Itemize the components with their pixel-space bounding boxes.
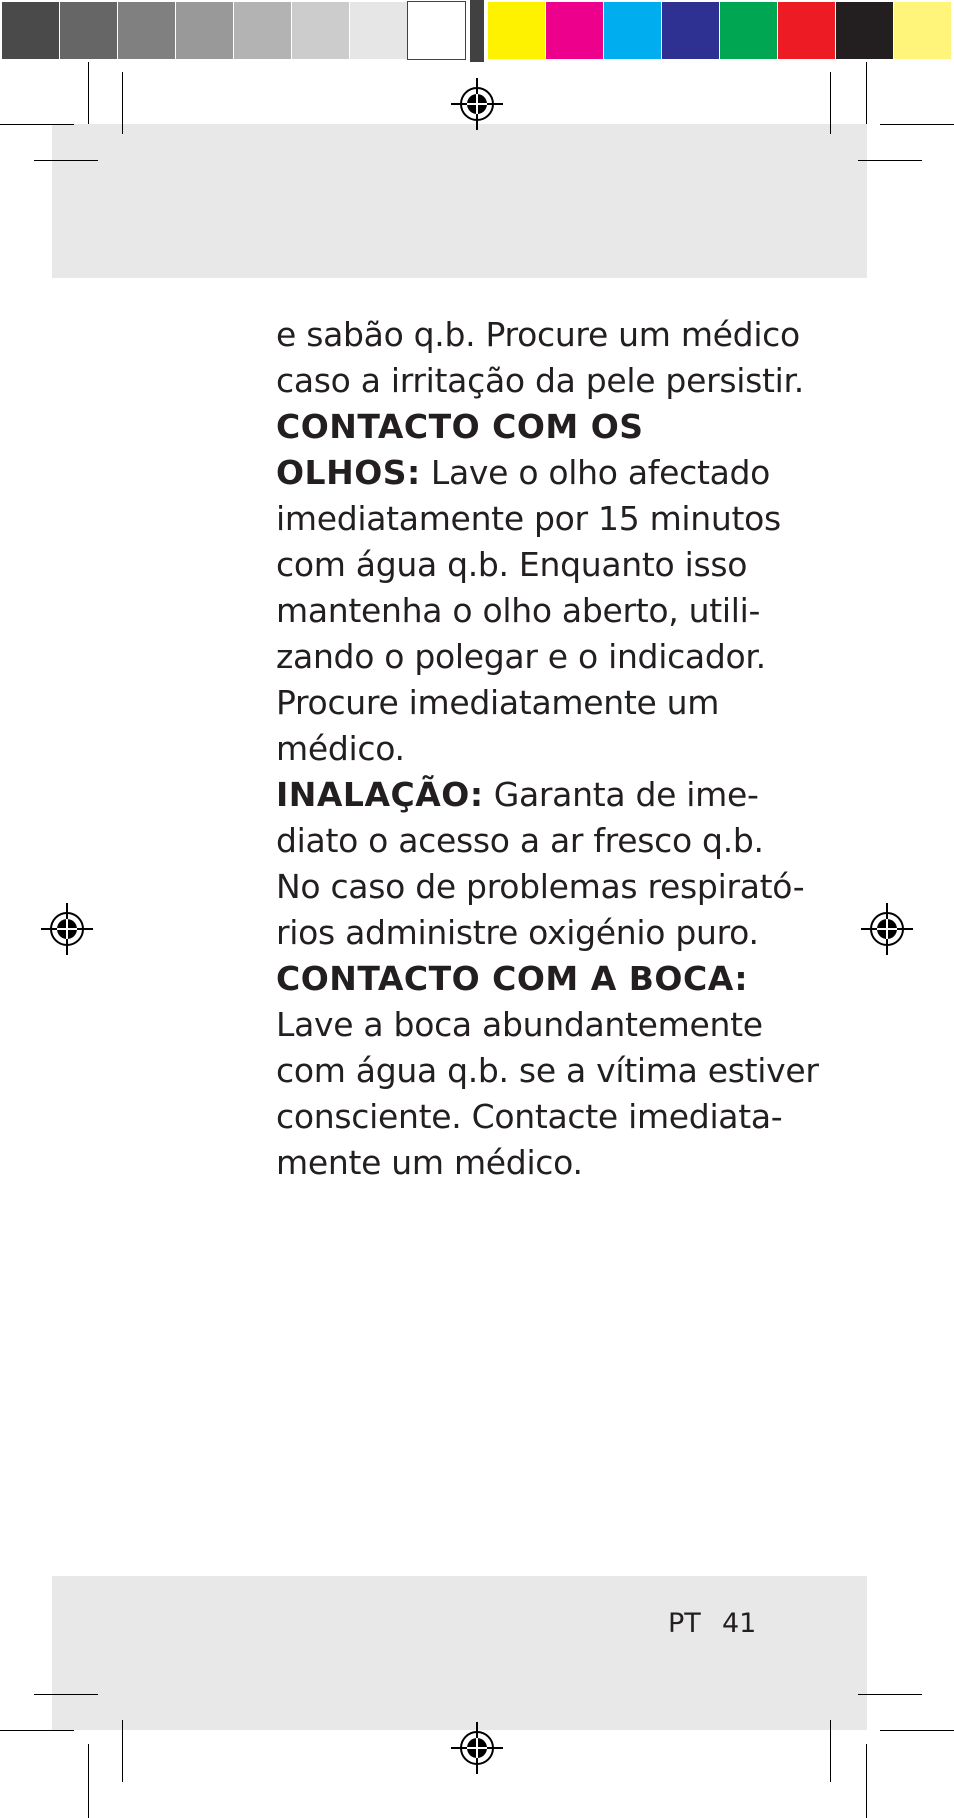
section-heading: CONTACTO COM OS — [276, 407, 644, 446]
text-line — [276, 726, 766, 772]
text-line — [276, 312, 800, 358]
color-swatch — [350, 2, 407, 59]
registration-mark-icon — [41, 903, 93, 955]
footer-gray-panel — [52, 1576, 867, 1730]
color-swatch — [292, 2, 349, 59]
crop-mark — [866, 62, 867, 124]
color-swatch — [662, 2, 719, 59]
text-line — [276, 1094, 783, 1140]
text-line — [276, 680, 766, 726]
text-run: zando o polegar e o indicador. — [276, 637, 766, 676]
text-line — [276, 450, 771, 496]
text-run: Procure imediatamente um — [276, 683, 720, 722]
color-swatch — [488, 2, 545, 59]
crop-mark — [122, 1720, 123, 1782]
body-text — [276, 312, 819, 1186]
crop-mark — [0, 124, 74, 125]
crop-mark — [88, 1744, 89, 1818]
section-heading: CONTACTO COM A BOCA: — [276, 959, 749, 998]
color-swatch — [604, 2, 661, 59]
header-gray-panel — [52, 124, 867, 278]
crop-mark — [830, 1720, 831, 1782]
crop-mark — [858, 160, 922, 161]
text-run: mantenha o olho aberto, utili- — [276, 591, 761, 630]
text-run: consciente. Contacte imediata- — [276, 1097, 783, 1136]
text-run: com água q.b. se a vítima estiver — [276, 1051, 819, 1090]
text-run: imediatamente por 15 minutos — [276, 499, 781, 538]
crop-mark — [830, 72, 831, 134]
color-swatch — [118, 2, 175, 59]
text-line — [276, 358, 804, 404]
text-line — [276, 496, 781, 542]
text-line — [276, 588, 766, 634]
color-swatch — [234, 2, 291, 59]
text-run: Garanta de ime- — [483, 775, 759, 814]
registration-mark-icon — [451, 1722, 503, 1774]
text-line — [276, 1140, 766, 1186]
text-run: mente um médico. — [276, 1143, 583, 1182]
text-line — [276, 1048, 819, 1094]
text-run: rios administre oxigénio puro. — [276, 913, 759, 952]
registration-mark-icon — [861, 903, 913, 955]
text-run: diato o acesso a ar fresco q.b. — [276, 821, 764, 860]
color-swatch — [60, 2, 117, 59]
text-line — [276, 634, 766, 680]
text-line — [276, 818, 766, 864]
text-line — [276, 864, 805, 910]
section-heading: INALAÇÃO: — [276, 775, 484, 814]
color-swatch — [894, 2, 951, 59]
color-swatch — [546, 2, 603, 59]
color-swatch — [778, 2, 835, 59]
color-swatch — [408, 2, 465, 59]
color-swatch — [720, 2, 777, 59]
color-swatch — [836, 2, 893, 59]
text-line — [276, 772, 766, 818]
section-heading: OLHOS: — [276, 453, 421, 492]
crop-mark — [88, 62, 89, 124]
crop-mark — [866, 1744, 867, 1818]
crop-mark — [34, 160, 98, 161]
crop-mark — [34, 1694, 98, 1695]
color-calibration-bar — [0, 0, 954, 62]
color-swatch — [176, 2, 233, 59]
text-run: caso a irritação da pele persistir. — [276, 361, 804, 400]
text-line — [276, 956, 766, 1002]
language-code: PT — [668, 1608, 701, 1639]
text-run: Lave o olho afectado — [420, 453, 771, 492]
text-run: com água q.b. Enquanto isso — [276, 545, 748, 584]
color-bar-divider — [470, 0, 484, 62]
crop-mark — [858, 1694, 922, 1695]
text-run: Lave a boca abundantemente — [276, 1005, 763, 1044]
text-run: médico. — [276, 729, 405, 768]
registration-mark-icon — [451, 78, 503, 130]
text-run: e sabão q.b. Procure um médico — [276, 315, 800, 354]
page-number: 41 — [722, 1608, 757, 1639]
text-line — [276, 910, 766, 956]
crop-mark — [880, 1730, 954, 1731]
crop-mark — [122, 72, 123, 134]
text-line — [276, 1002, 766, 1048]
text-line — [276, 404, 766, 450]
text-line — [276, 542, 766, 588]
crop-mark — [0, 1730, 74, 1731]
text-run: No caso de problemas respirató- — [276, 867, 805, 906]
color-swatch — [2, 2, 59, 59]
crop-mark — [880, 124, 954, 125]
